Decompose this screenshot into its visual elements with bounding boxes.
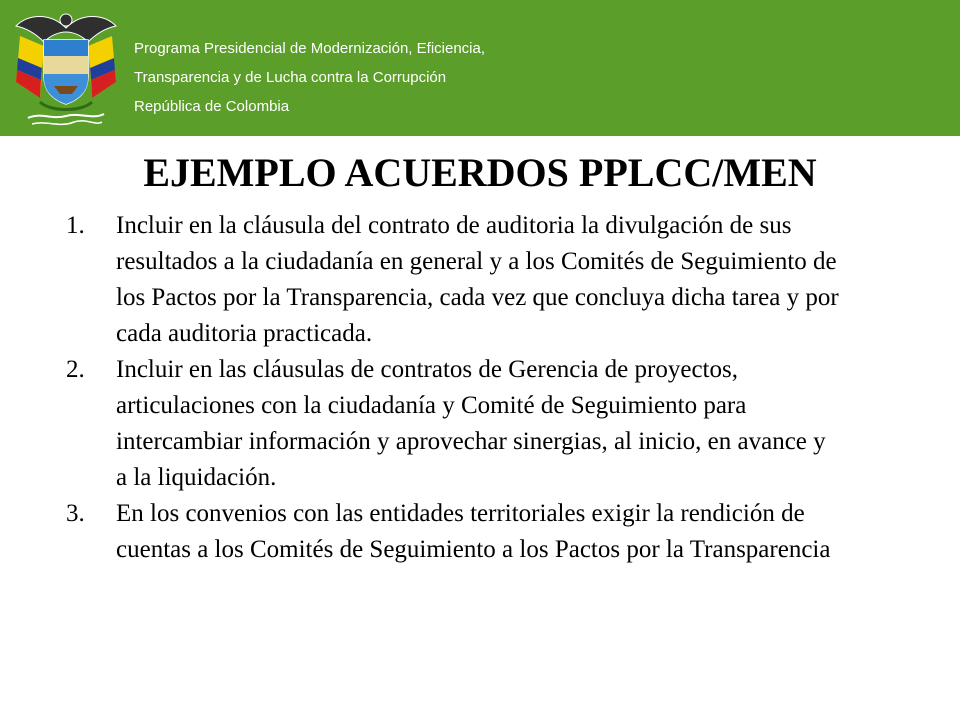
agreements-list <box>60 208 840 568</box>
colombia-coat-of-arms-logo <box>10 6 122 132</box>
program-name-line-2: Transparencia y de Lucha contra la Corrupción <box>134 69 447 86</box>
item-text: Incluir en las cláusulas de contratos de Gerencia de proyectos, articulaciones con la ciudadanía y Comité de Seguimiento para intercambiar información y aprovechar sinergias, al inicio, en avance y a la liquidación. <box>116 356 826 491</box>
item-text: En los convenios con las entidades territoriales exigir la rendición de cuentas a los Comités de Seguimiento a los Pactos por la Transparencia <box>116 500 831 563</box>
list-item <box>60 208 840 352</box>
item-number: 2. <box>66 356 85 383</box>
program-header-text <box>134 34 485 121</box>
item-number: 1. <box>66 212 85 239</box>
country-name-line: República de Colombia <box>134 98 290 115</box>
header-band <box>0 0 960 136</box>
list-item <box>60 352 840 496</box>
item-text: Incluir en la cláusula del contrato de auditoria la divulgación de sus resultados a la ciudadanía en general y a los Comités de Seguimiento de los Pactos por la Transparencia, cada vez que concluya dicha tarea y por cada auditoria practicada. <box>116 212 839 347</box>
slide-title: EJEMPLO ACUERDOS PPLCC/MEN <box>143 150 817 195</box>
item-number: 3. <box>66 500 85 527</box>
program-name-line-1: Programa Presidencial de Modernización, Eficiencia, <box>134 40 486 57</box>
list-item <box>60 496 840 568</box>
